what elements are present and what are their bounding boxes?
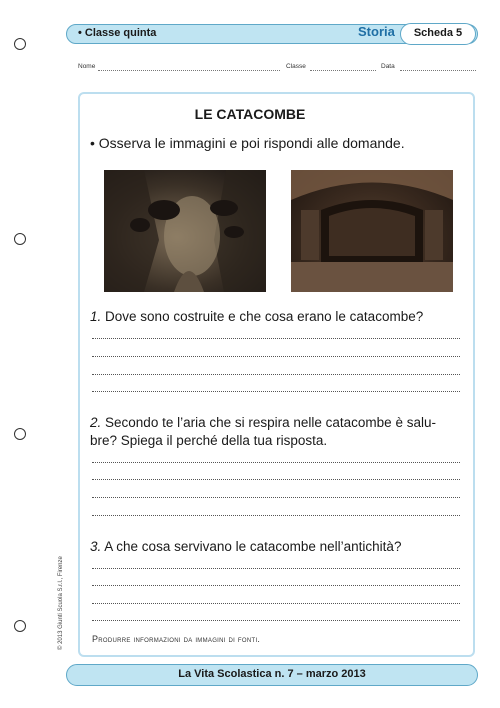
sheet-badge: Scheda 5 [400,23,476,45]
question-1-text: Dove sono costruite e che cosa erano le catacombe? [105,309,424,324]
answer-line-3c[interactable] [92,603,460,604]
question-2 [90,414,468,450]
question-1 [90,308,468,326]
question-2-text-line1: Secondo te l’aria che si respira nelle catacombe è salu- [105,415,436,430]
page-title: LE CATACOMBE [194,106,306,122]
date-field-label: Data [381,63,395,70]
class-field[interactable] [310,70,376,71]
answer-line-1a[interactable] [92,338,460,339]
name-field[interactable] [98,70,280,71]
class-field-label: Classe [286,63,306,70]
answer-line-2c[interactable] [92,497,460,498]
subject-label: Storia [358,24,395,39]
binder-hole-1 [14,38,26,50]
answer-line-2d[interactable] [92,515,460,516]
answer-line-1d[interactable] [92,391,460,392]
answer-line-2a[interactable] [92,462,460,463]
question-2-number: 2. [90,415,102,430]
name-field-label: Nome [78,63,96,70]
class-label: • Classe quinta [78,27,157,39]
question-2-text-line2: bre? Spiega il perché della tua risposta. [90,433,328,448]
date-field[interactable] [400,70,476,71]
question-3-number: 3. [90,539,102,554]
binder-hole-3 [14,428,26,440]
question-1-number: 1. [90,309,102,324]
answer-line-1c[interactable] [92,374,460,375]
question-3-text: A che cosa servivano le catacombe nell’antichità? [104,539,402,554]
answer-line-3b[interactable] [92,585,460,586]
binder-hole-2 [14,233,26,245]
answer-line-3d[interactable] [92,620,460,621]
question-3 [90,538,468,556]
catacomb-corridor-photo [104,170,266,292]
instruction-text: • Osserva le immagini e poi rispondi alle domande. [90,135,405,151]
copyright-text: © 2013 Giunti Scuola S.r.l., Firenze [58,556,64,650]
binder-hole-4 [14,620,26,632]
answer-line-1b[interactable] [92,356,460,357]
footer-bar: La Vita Scolastica n. 7 – marzo 2013 [66,664,478,686]
catacomb-chamber-photo [291,170,453,292]
answer-line-3a[interactable] [92,568,460,569]
answer-line-2b[interactable] [92,479,460,480]
objective-footnote: Produrre informazioni da immagini di fonti. [92,634,261,644]
